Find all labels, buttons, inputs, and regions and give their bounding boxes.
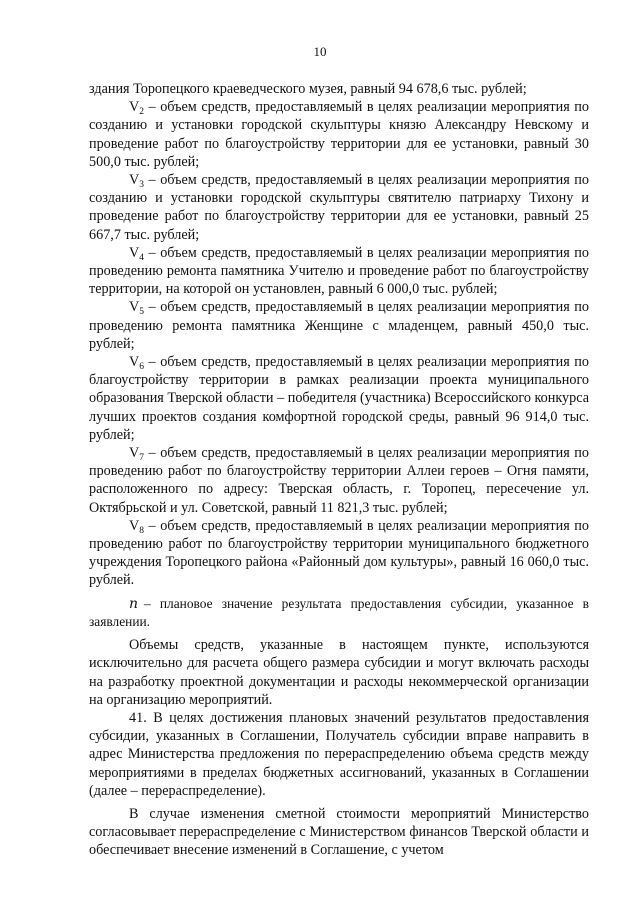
document-body bbox=[89, 80, 589, 860]
paragraph-museum: здания Торопецкого краеведческого музея, равный 94 678,6 тыс. рублей; bbox=[89, 81, 527, 97]
paragraph-v5: $V_5$ – объем средств, предоставляемый в целях реализации мероприятия по проведению ремонта памятника Женщине с младенцем, равный 450,0 тыс. рублей; bbox=[89, 299, 589, 352]
paragraph-n-note: n – плановое значение результата предоставления субсидии, указанное в заявлении. bbox=[89, 595, 589, 629]
paragraph-v4: $V_4$ – объем средств, предоставляемый в целях реализации мероприятия по проведению ремонта памятника Учителю и проведение работ по благоустройству территории, на которой он установлен, равный 6 000,0 тыс. рублей; bbox=[89, 244, 589, 298]
paragraph-objemy: Объемы средств, указанные в настоящем пункте, используются исключительно для расчета общего размера субсидии и могут включать расходы на разработку проектной документации и расходы некоммерческой организации на организацию мероприятий. bbox=[89, 637, 589, 708]
n-symbol: n bbox=[129, 595, 139, 612]
paragraph-v3: $V_3$ – объем средств, предоставляемый в целях реализации мероприятия по созданию и установки городской скульптуры святителю патриарху Тихону и проведение работ по благоустройству территории для ее установки, равный 25 667,7 тыс. рублей; bbox=[89, 172, 589, 243]
paragraph-v8: $V_8$ – объем средств, предоставляемый в целях реализации мероприятия по проведению работ по благоустройству территории муниципального бюджетного учреждения Торопецкого района «Районный дом культуры», равный 16 060,0 тыс. рублей. bbox=[89, 517, 589, 589]
paragraph-41: 41. В целях достижения плановых значений результатов предоставления субсидии, указанных в Соглашении, Получатель субсидии вправе направить в адрес Министерства предложения по перераспределению объема средств между мероприятиями в пределах бюджетных ассигнований, указанных в Соглашении (далее – перераспределение). bbox=[89, 709, 589, 799]
paragraph-v7: $V_7$ – объем средств, предоставляемый в целях реализации мероприятия по проведению работ по благоустройству территории Аллеи героев – Огня памяти, расположенного по адресу: Тверская область, г. Торопец, пересечение ул. Октябрьской и ул. Советской, равный 11 821,3 тыс. рублей; bbox=[89, 445, 589, 516]
page-number: 10 bbox=[313, 44, 327, 59]
paragraph-last: В случае изменения сметной стоимости мероприятий Министерство согласовывает перераспределение с Министерством финансов Тверской области и обеспечивает внесение изменений в Соглашение, с учетом bbox=[89, 805, 589, 859]
paragraph-v2: $V_2$ – объем средств, предоставляемый в целях реализации мероприятия по созданию и установки городской скульптуры князю Александру Невскому и проведение работ по благоустройству территории для ее установки, равный 30 500,0 тыс. рублей; bbox=[89, 99, 589, 170]
paragraph-v6: $V_6$ – объем средств, предоставляемый в целях реализации мероприятия по благоустройству территории в рамках реализации проекта муниципального образования Тверской области – победителя (участника) Всероссийского конкурса лучших проектов создания комфортной городской среды, равный 96 914,0 тыс. рублей; bbox=[89, 354, 589, 443]
